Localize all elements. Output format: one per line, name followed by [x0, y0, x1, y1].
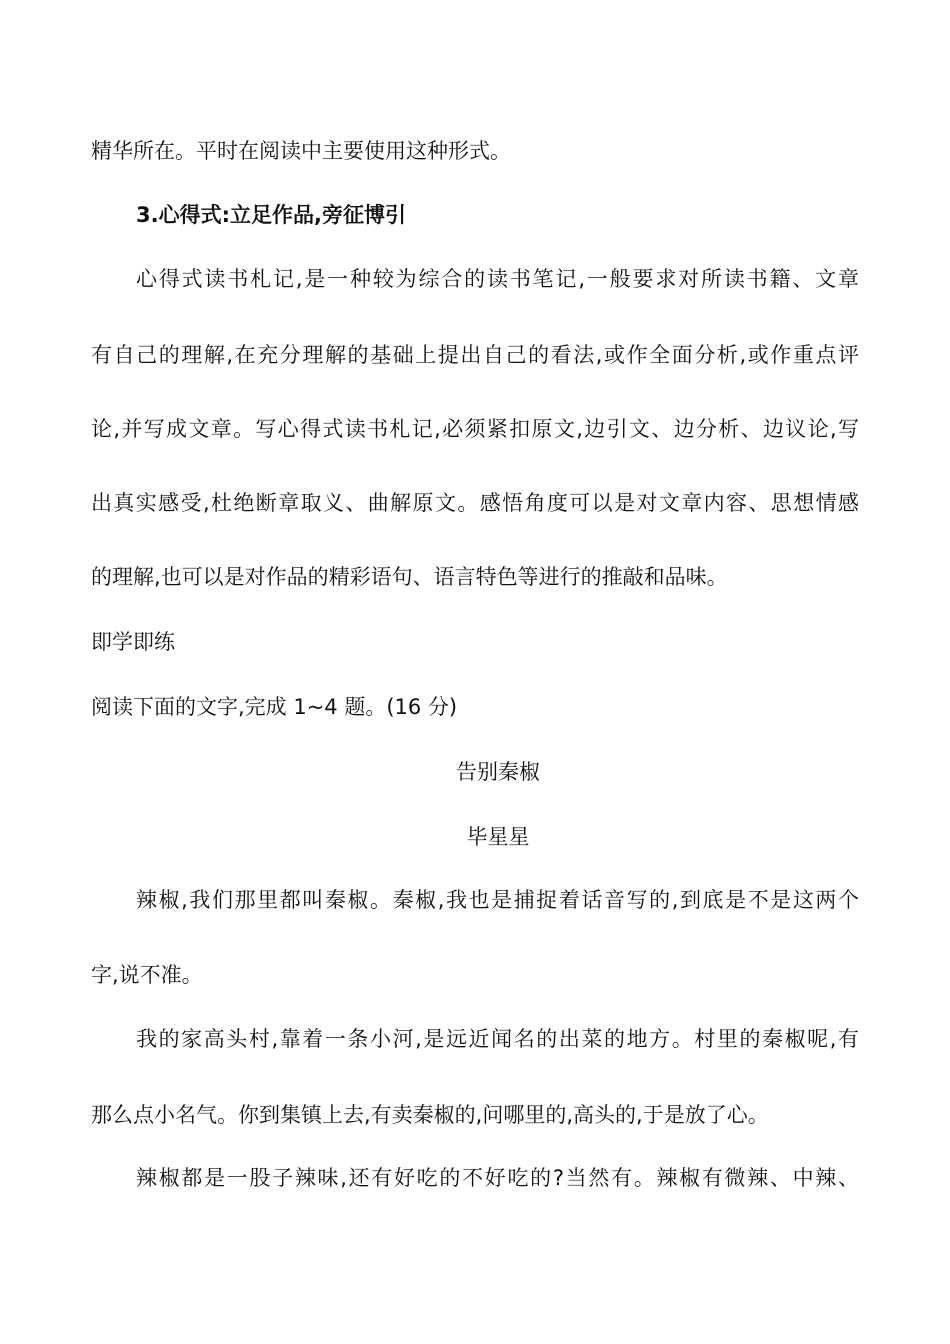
- paragraph-line: 心得式读书札记,是一种较为综合的读书笔记,一般要求对所读书籍、文章: [136, 267, 859, 291]
- article-paragraph-line: 那么点小名气。你到集镇上去,有卖秦椒的,问哪里的,高头的,于是放了心。: [91, 1103, 769, 1127]
- paragraph-line: 有自己的理解,在充分理解的基础上提出自己的看法,或作全面分析,或作重点评: [91, 343, 859, 367]
- practice-label: 即学即练: [91, 630, 175, 654]
- article-paragraph-line: 我的家高头村,靠着一条小河,是远近闻名的出菜的地方。村里的秦椒呢,有: [136, 1027, 859, 1051]
- article-paragraph-line: 辣椒,我们那里都叫秦椒。秦椒,我也是捕捉着话音写的,到底是不是这两个: [136, 888, 859, 912]
- paragraph-line: 出真实感受,杜绝断章取义、曲解原文。感悟角度可以是对文章内容、思想情感: [91, 491, 859, 515]
- reading-instruction: 阅读下面的文字,完成 1~4 题。(16 分): [91, 695, 458, 719]
- section-heading: 3.心得式:立足作品,旁征博引: [136, 203, 406, 227]
- article-title: 告别秦椒: [456, 760, 540, 784]
- article-paragraph-line: 字,说不准。: [91, 963, 203, 987]
- paragraph-line: 论,并写成文章。写心得式读书札记,必须紧扣原文,边引文、边分析、边议论,写: [91, 417, 859, 441]
- article-author: 毕星星: [466, 825, 530, 849]
- paragraph-line: 的理解,也可以是对作品的精彩语句、语言特色等进行的推敲和品味。: [91, 565, 728, 589]
- article-paragraph-line: 辣椒都是一股子辣味,还有好吃的不好吃的?当然有。辣椒有微辣、中辣、: [136, 1166, 859, 1190]
- intro-paragraph-tail: 精华所在。平时在阅读中主要使用这种形式。: [91, 139, 511, 163]
